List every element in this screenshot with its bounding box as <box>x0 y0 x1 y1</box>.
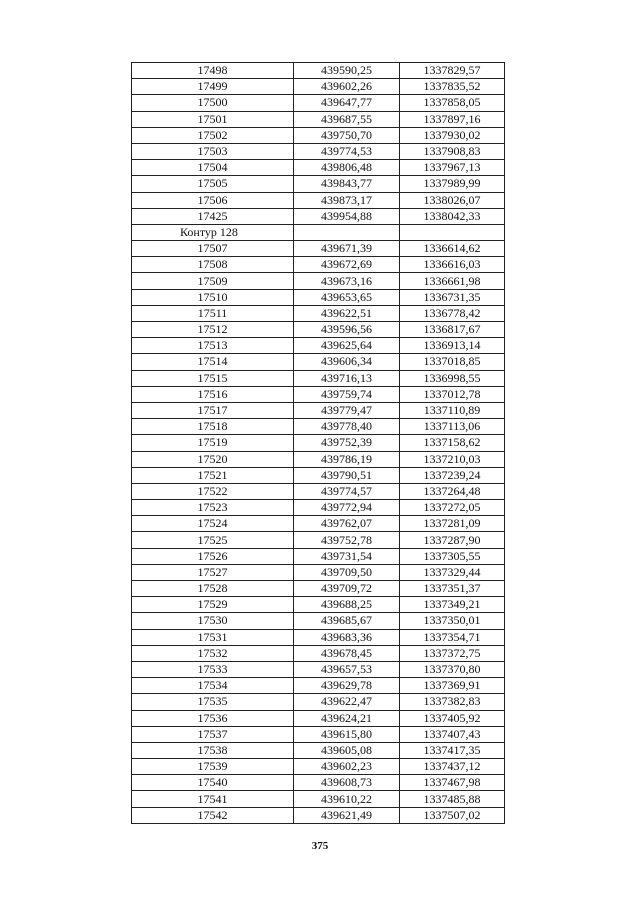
y-coordinate-cell: 1336731,35 <box>400 289 505 305</box>
y-coordinate-cell: 1337158,62 <box>400 435 505 451</box>
point-number-cell: 17509 <box>132 273 294 289</box>
table-row <box>132 629 505 645</box>
x-coordinate-cell: 439688,25 <box>294 597 400 613</box>
table-row <box>132 516 505 532</box>
x-coordinate-cell: 439772,94 <box>294 500 400 516</box>
x-coordinate-cell: 439672,69 <box>294 257 400 273</box>
table-row <box>132 678 505 694</box>
x-coordinate-cell: 439843,77 <box>294 176 400 192</box>
x-coordinate-cell: 439610,22 <box>294 791 400 807</box>
table-row <box>132 257 505 273</box>
point-number-cell: 17513 <box>132 338 294 354</box>
y-coordinate-cell: 1337417,35 <box>400 742 505 758</box>
x-coordinate-cell: 439606,34 <box>294 354 400 370</box>
y-coordinate-cell: 1337264,48 <box>400 483 505 499</box>
y-coordinate-cell: 1337897,16 <box>400 111 505 127</box>
point-number-cell: 17500 <box>132 95 294 111</box>
point-number-cell: 17538 <box>132 742 294 758</box>
y-coordinate-cell: 1337908,83 <box>400 143 505 159</box>
table-row <box>132 548 505 564</box>
y-cell-empty <box>400 224 505 240</box>
point-number-cell: 17533 <box>132 661 294 677</box>
y-coordinate-cell: 1336817,67 <box>400 322 505 338</box>
point-number-cell: 17506 <box>132 192 294 208</box>
x-coordinate-cell: 439683,36 <box>294 629 400 645</box>
table-row <box>132 467 505 483</box>
table-row <box>132 597 505 613</box>
y-coordinate-cell: 1337349,21 <box>400 597 505 613</box>
contour-header-row <box>132 224 505 240</box>
y-coordinate-cell: 1337382,83 <box>400 694 505 710</box>
point-number-cell: 17507 <box>132 241 294 257</box>
x-coordinate-cell: 439752,39 <box>294 435 400 451</box>
table-row <box>132 63 505 79</box>
x-coordinate-cell: 439752,78 <box>294 532 400 548</box>
y-coordinate-cell: 1337930,02 <box>400 127 505 143</box>
x-coordinate-cell: 439806,48 <box>294 160 400 176</box>
point-number-cell: 17523 <box>132 500 294 516</box>
point-number-cell: 17528 <box>132 581 294 597</box>
table-row <box>132 694 505 710</box>
table-row <box>132 192 505 208</box>
table-row <box>132 483 505 499</box>
point-number-cell: 17522 <box>132 483 294 499</box>
point-number-cell: 17510 <box>132 289 294 305</box>
x-cell-empty <box>294 224 400 240</box>
y-coordinate-cell: 1337405,92 <box>400 710 505 726</box>
x-coordinate-cell: 439779,47 <box>294 402 400 418</box>
x-coordinate-cell: 439678,45 <box>294 645 400 661</box>
point-number-cell: 17503 <box>132 143 294 159</box>
point-number-cell: 17425 <box>132 208 294 224</box>
table-row <box>132 354 505 370</box>
point-number-cell: 17519 <box>132 435 294 451</box>
y-coordinate-cell: 1336778,42 <box>400 305 505 321</box>
point-number-cell: 17536 <box>132 710 294 726</box>
y-coordinate-cell: 1337239,24 <box>400 467 505 483</box>
point-number-cell: 17512 <box>132 322 294 338</box>
x-coordinate-cell: 439750,70 <box>294 127 400 143</box>
y-coordinate-cell: 1337305,55 <box>400 548 505 564</box>
y-coordinate-cell: 1337835,52 <box>400 79 505 95</box>
coordinates-table <box>131 62 505 824</box>
y-coordinate-cell: 1337350,01 <box>400 613 505 629</box>
table-row <box>132 79 505 95</box>
y-coordinate-cell: 1337369,91 <box>400 678 505 694</box>
x-coordinate-cell: 439685,67 <box>294 613 400 629</box>
y-coordinate-cell: 1337485,88 <box>400 791 505 807</box>
x-coordinate-cell: 439622,51 <box>294 305 400 321</box>
page-number: 375 <box>311 840 329 852</box>
point-number-cell: 17517 <box>132 402 294 418</box>
point-number-cell: 17501 <box>132 111 294 127</box>
x-coordinate-cell: 439602,26 <box>294 79 400 95</box>
y-coordinate-cell: 1337018,85 <box>400 354 505 370</box>
table-row <box>132 127 505 143</box>
x-coordinate-cell: 439778,40 <box>294 419 400 435</box>
x-coordinate-cell: 439657,53 <box>294 661 400 677</box>
x-coordinate-cell: 439716,13 <box>294 370 400 386</box>
y-coordinate-cell: 1337829,57 <box>400 63 505 79</box>
y-coordinate-cell: 1337012,78 <box>400 386 505 402</box>
y-coordinate-cell: 1337372,75 <box>400 645 505 661</box>
x-coordinate-cell: 439624,21 <box>294 710 400 726</box>
table-row <box>132 273 505 289</box>
y-coordinate-cell: 1337407,43 <box>400 726 505 742</box>
table-row <box>132 581 505 597</box>
x-coordinate-cell: 439602,23 <box>294 759 400 775</box>
point-number-cell: 17535 <box>132 694 294 710</box>
y-coordinate-cell: 1337110,89 <box>400 402 505 418</box>
x-coordinate-cell: 439774,57 <box>294 483 400 499</box>
table-row <box>132 791 505 807</box>
y-coordinate-cell: 1337287,90 <box>400 532 505 548</box>
y-coordinate-cell: 1338026,07 <box>400 192 505 208</box>
point-number-cell: 17527 <box>132 564 294 580</box>
table-row <box>132 613 505 629</box>
y-coordinate-cell: 1337354,71 <box>400 629 505 645</box>
x-coordinate-cell: 439605,08 <box>294 742 400 758</box>
point-number-cell: 17515 <box>132 370 294 386</box>
y-coordinate-cell: 1336661,98 <box>400 273 505 289</box>
point-number-cell: 17542 <box>132 807 294 823</box>
y-coordinate-cell: 1337967,13 <box>400 160 505 176</box>
x-coordinate-cell: 439621,49 <box>294 807 400 823</box>
y-coordinate-cell: 1336913,14 <box>400 338 505 354</box>
table-row <box>132 451 505 467</box>
x-coordinate-cell: 439759,74 <box>294 386 400 402</box>
y-coordinate-cell: 1337507,02 <box>400 807 505 823</box>
point-number-cell: 17502 <box>132 127 294 143</box>
point-number-cell: 17525 <box>132 532 294 548</box>
table-row <box>132 143 505 159</box>
point-number-cell: 17505 <box>132 176 294 192</box>
point-number-cell: 17508 <box>132 257 294 273</box>
point-number-cell: 17498 <box>132 63 294 79</box>
x-coordinate-cell: 439590,25 <box>294 63 400 79</box>
point-number-cell: 17539 <box>132 759 294 775</box>
y-coordinate-cell: 1337113,06 <box>400 419 505 435</box>
y-coordinate-cell: 1337370,80 <box>400 661 505 677</box>
y-coordinate-cell: 1337272,05 <box>400 500 505 516</box>
x-coordinate-cell: 439762,07 <box>294 516 400 532</box>
point-number-cell: 17524 <box>132 516 294 532</box>
table-row <box>132 305 505 321</box>
x-coordinate-cell: 439687,55 <box>294 111 400 127</box>
x-coordinate-cell: 439774,53 <box>294 143 400 159</box>
table-row <box>132 661 505 677</box>
table-row <box>132 645 505 661</box>
y-coordinate-cell: 1337210,03 <box>400 451 505 467</box>
x-coordinate-cell: 439653,65 <box>294 289 400 305</box>
table-row <box>132 111 505 127</box>
y-coordinate-cell: 1336998,55 <box>400 370 505 386</box>
point-number-cell: 17532 <box>132 645 294 661</box>
table-row <box>132 435 505 451</box>
y-coordinate-cell: 1336614,62 <box>400 241 505 257</box>
y-coordinate-cell: 1337858,05 <box>400 95 505 111</box>
y-coordinate-cell: 1337467,98 <box>400 775 505 791</box>
table-row <box>132 402 505 418</box>
point-number-cell: 17529 <box>132 597 294 613</box>
table-row <box>132 289 505 305</box>
table-row <box>132 807 505 823</box>
x-coordinate-cell: 439790,51 <box>294 467 400 483</box>
table-row <box>132 564 505 580</box>
table-row <box>132 208 505 224</box>
point-number-cell: 17499 <box>132 79 294 95</box>
point-number-cell: 17518 <box>132 419 294 435</box>
x-coordinate-cell: 439596,56 <box>294 322 400 338</box>
table-row <box>132 322 505 338</box>
x-coordinate-cell: 439731,54 <box>294 548 400 564</box>
table-row <box>132 532 505 548</box>
y-coordinate-cell: 1337281,09 <box>400 516 505 532</box>
x-coordinate-cell: 439954,88 <box>294 208 400 224</box>
table-row <box>132 759 505 775</box>
x-coordinate-cell: 439873,17 <box>294 192 400 208</box>
point-number-cell: 17504 <box>132 160 294 176</box>
table-row <box>132 241 505 257</box>
table-row <box>132 176 505 192</box>
x-coordinate-cell: 439608,73 <box>294 775 400 791</box>
x-coordinate-cell: 439625,64 <box>294 338 400 354</box>
table-row <box>132 338 505 354</box>
point-number-cell: 17530 <box>132 613 294 629</box>
table-row <box>132 742 505 758</box>
x-coordinate-cell: 439647,77 <box>294 95 400 111</box>
x-coordinate-cell: 439615,80 <box>294 726 400 742</box>
point-number-cell: 17514 <box>132 354 294 370</box>
y-coordinate-cell: 1337989,99 <box>400 176 505 192</box>
x-coordinate-cell: 439709,72 <box>294 581 400 597</box>
table-row <box>132 710 505 726</box>
contour-label: Контур 128 <box>132 224 294 240</box>
table-row <box>132 419 505 435</box>
point-number-cell: 17516 <box>132 386 294 402</box>
point-number-cell: 17520 <box>132 451 294 467</box>
y-coordinate-cell: 1337329,44 <box>400 564 505 580</box>
x-coordinate-cell: 439622,47 <box>294 694 400 710</box>
point-number-cell: 17511 <box>132 305 294 321</box>
x-coordinate-cell: 439786,19 <box>294 451 400 467</box>
table-row <box>132 500 505 516</box>
x-coordinate-cell: 439671,39 <box>294 241 400 257</box>
point-number-cell: 17521 <box>132 467 294 483</box>
x-coordinate-cell: 439629,78 <box>294 678 400 694</box>
point-number-cell: 17526 <box>132 548 294 564</box>
coordinates-table-body <box>132 63 505 824</box>
table-row <box>132 726 505 742</box>
point-number-cell: 17541 <box>132 791 294 807</box>
table-row <box>132 370 505 386</box>
table-row <box>132 775 505 791</box>
y-coordinate-cell: 1338042,33 <box>400 208 505 224</box>
point-number-cell: 17531 <box>132 629 294 645</box>
table-row <box>132 95 505 111</box>
y-coordinate-cell: 1337351,37 <box>400 581 505 597</box>
x-coordinate-cell: 439709,50 <box>294 564 400 580</box>
y-coordinate-cell: 1336616,03 <box>400 257 505 273</box>
x-coordinate-cell: 439673,16 <box>294 273 400 289</box>
point-number-cell: 17540 <box>132 775 294 791</box>
point-number-cell: 17537 <box>132 726 294 742</box>
point-number-cell: 17534 <box>132 678 294 694</box>
table-row <box>132 386 505 402</box>
y-coordinate-cell: 1337437,12 <box>400 759 505 775</box>
table-row <box>132 160 505 176</box>
